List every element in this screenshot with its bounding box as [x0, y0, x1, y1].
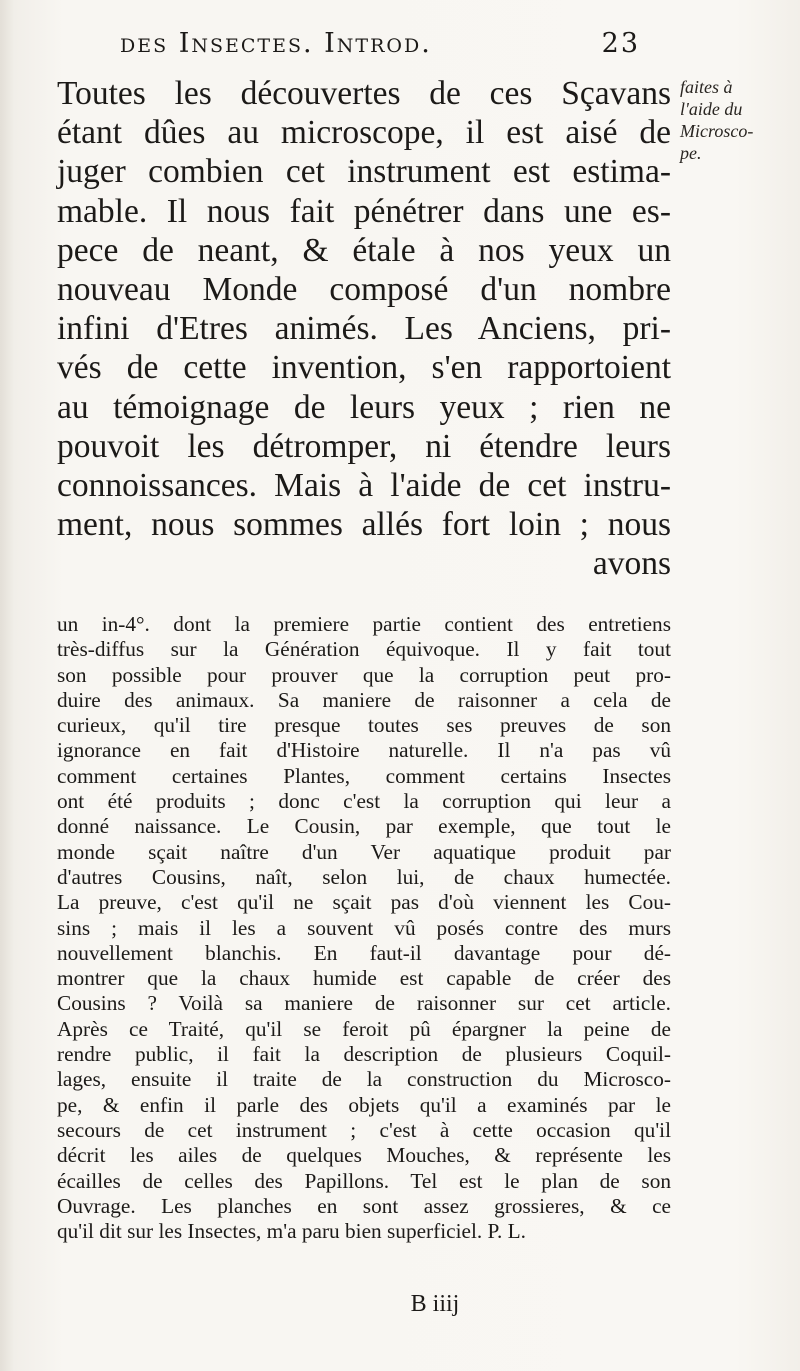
footnote-line: lages, ensuite il traite de la construction du Microsco-: [57, 1067, 671, 1092]
margin-note-line: faites à: [680, 77, 733, 97]
main-text-line: infini d'Etres animés. Les Anciens, pri-: [57, 310, 671, 348]
footnote-line: écailles de celles des Papillons. Tel est le plan de son: [57, 1168, 671, 1193]
footnote-line: curieux, qu'il tire presque toutes ses preuves de son: [57, 713, 671, 738]
page-number: 23: [601, 28, 640, 59]
margin-note: [680, 76, 792, 164]
footnote-line: Cousins ? Voilà sa maniere de raisonner sur cet article.: [57, 991, 671, 1016]
footnote-line: donné naissance. Le Cousin, par exemple, que tout le: [57, 814, 671, 839]
footnote-block: [57, 612, 671, 1244]
footnote-line: monde sçait naître d'un Ver aquatique produit par: [57, 839, 671, 864]
main-text-line: Toutes les découvertes de ces Sçavans: [57, 75, 671, 112]
footnote-line: ignorance en fait d'Histoire naturelle. Il n'a pas vû: [57, 738, 671, 763]
footnote-line: Ouvrage. Les planches en sont assez grossieres, & ce: [57, 1193, 671, 1218]
footnote-line: décrit les ailes de quelques Mouches, & représente les: [57, 1143, 671, 1168]
margin-note-line: pe.: [680, 143, 702, 163]
main-paragraph: [57, 74, 671, 584]
footnote-line: duire des animaux. Sa maniere de raisonner a cela de: [57, 687, 671, 712]
main-text-line: vés de cette invention, s'en rapportoient: [57, 349, 671, 387]
footnote-line: qu'il dit sur les Insectes, m'a paru bien superficiel. P. L.: [57, 1219, 526, 1244]
footnote-line: très-diffus sur la Génération équivoque. Il y fait tout: [57, 637, 671, 662]
footnote-line: pe, & enfin il parle des objets qu'il a examinés par le: [57, 1092, 671, 1117]
main-text-line: nouveau Monde composé d'un nombre: [57, 271, 671, 309]
running-head: [120, 28, 640, 59]
margin-note-line: l'aide du: [680, 99, 743, 119]
footnote-line: son possible pour prouver que la corruption peut pro-: [57, 662, 671, 687]
main-text-line: connoissances. Mais à l'aide de cet instru-: [57, 467, 671, 505]
footnote-line: ont été produits ; donc c'est la corruption qui leur a: [57, 789, 671, 814]
main-text-line: avons: [592, 545, 671, 583]
footnote-line: un in-4°. dont la premiere partie contient des entretiens: [57, 612, 671, 636]
footnote-line: montrer que la chaux humide est capable de créer des: [57, 966, 671, 991]
margin-note-line: Microsco-: [680, 121, 754, 141]
main-text-line: au témoignage de leurs yeux ; rien ne: [57, 388, 671, 426]
footnote-line: La preuve, c'est qu'il ne sçait pas d'où viennent les Cou-: [57, 890, 671, 915]
main-text-line: pouvoit les détromper, ni étendre leurs: [57, 427, 671, 465]
signature-mark: B iiij: [410, 1291, 460, 1317]
footnote-line: rendre public, il fait la description de plusieurs Coquil-: [57, 1042, 671, 1067]
footnote-line: nouvellement blanchis. En faut-il davantage pour dé-: [57, 940, 671, 965]
footnote-line: Après ce Traité, qu'il se feroit pû épargner la peine de: [57, 1016, 671, 1041]
main-text-line: juger combien cet instrument est estima-: [57, 153, 671, 191]
main-text-line: ment, nous sommes allés fort loin ; nous: [57, 506, 671, 544]
main-text-line: pece de neant, & étale à nos yeux un: [57, 231, 671, 269]
footnote-line: comment certaines Plantes, comment certains Insectes: [57, 763, 671, 788]
running-head-title: des Insectes. Introd.: [120, 28, 432, 59]
footnote-line: sins ; mais il les a souvent vû posés contre des murs: [57, 915, 671, 940]
footnote-line: secours de cet instrument ; c'est à cette occasion qu'il: [57, 1117, 671, 1142]
main-text-line: mable. Il nous fait pénétrer dans une es-: [57, 192, 671, 230]
footnote-line: d'autres Cousins, naît, selon lui, de chaux humectée.: [57, 864, 671, 889]
page-gutter-shadow: [0, 0, 14, 1371]
main-text-line: étant dûes au microscope, il est aisé de: [57, 114, 671, 152]
